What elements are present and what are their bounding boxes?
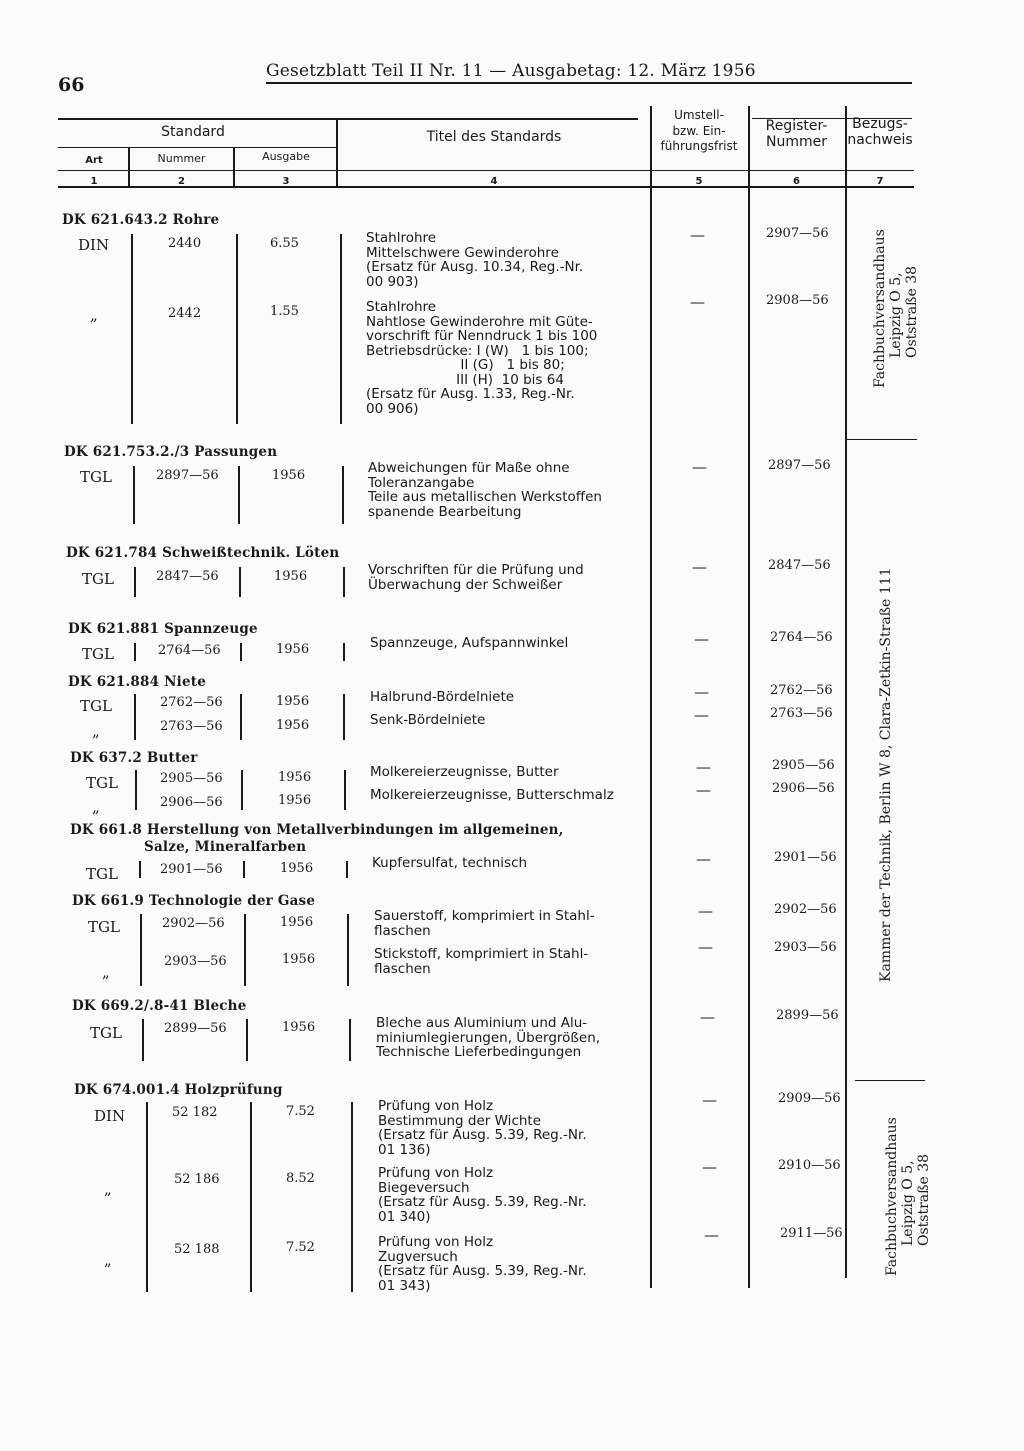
header-art: Art: [85, 155, 103, 166]
section-heading: DK 621.884 Niete: [68, 674, 206, 690]
header-umstell: Umstell- bzw. Ein- führungsfrist: [660, 108, 738, 153]
bezug-note: Fachbuchversandhaus Leipzig O 5, Oststraße 38: [872, 229, 920, 388]
header-ausgabe: Ausgabe: [262, 150, 310, 163]
section-heading: DK 661.9 Technologie der Gase: [72, 893, 316, 909]
section-heading: DK 669.2/.8-41 Bleche: [72, 998, 247, 1014]
header-standard: Standard: [161, 124, 225, 140]
header-nummer: Nummer: [157, 152, 206, 165]
section-heading: DK 621.643.2 Rohre: [62, 212, 220, 228]
section-heading: DK 661.8 Herstellung von Metallverbindungen im allgemeinen,: [70, 822, 564, 838]
page-number: 66: [58, 74, 85, 96]
section-heading: DK 674.001.4 Holzprüfung: [74, 1082, 283, 1098]
running-head-rule: [266, 82, 912, 84]
section-heading: DK 621.753.2./3 Passungen: [64, 444, 278, 460]
section-heading: Salze, Mineralfarben: [144, 839, 307, 855]
section-heading: DK 621.784 Schweißtechnik. Löten: [66, 545, 340, 561]
header-register: Register- Nummer: [765, 118, 828, 150]
running-head: Gesetzblatt Teil II Nr. 11 — Ausgabetag: 12. März 1956: [266, 61, 756, 81]
header-titel: Titel des Standards: [426, 129, 562, 145]
bezug-separator: [845, 439, 917, 440]
section-heading: DK 637.2 Butter: [70, 750, 198, 766]
bezug-note: Kammer der Technik, Berlin W 8, Clara-Zetkin-Straße 111: [878, 567, 894, 982]
bezug-note: Fachbuchversandhaus Leipzig O 5, Oststraße 38: [884, 1117, 932, 1276]
section-heading: DK 621.881 Spannzeuge: [68, 621, 258, 637]
bezug-separator: [855, 1080, 925, 1081]
header-top-rule: [58, 118, 638, 120]
header-bezug: Bezugs- nachweis: [847, 116, 913, 148]
